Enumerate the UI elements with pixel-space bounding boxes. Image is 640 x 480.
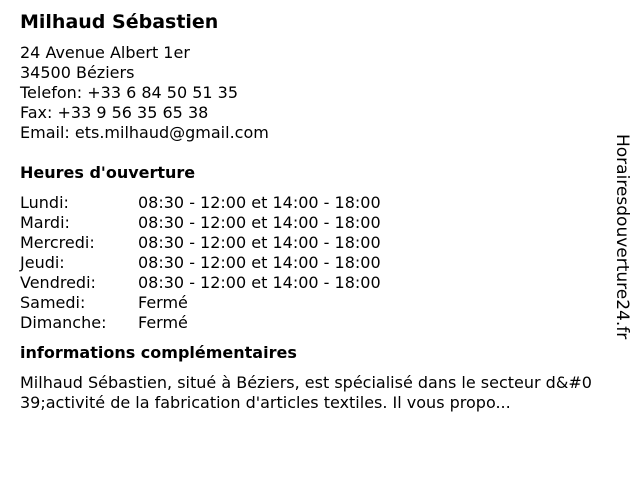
phone-line: Telefon: +33 6 84 50 51 35 — [20, 83, 239, 102]
business-name: Milhaud Sébastien — [20, 11, 219, 33]
opening-hours-heading: Heures d'ouverture — [20, 163, 196, 182]
business-info — [20, 9, 600, 413]
hours-day: Jeudi: — [20, 253, 65, 272]
hours-time: 08:30 - 12:00 et 14:00 - 18:00 — [138, 193, 381, 212]
address-line-2: 34500 Béziers — [20, 63, 135, 82]
hours-row — [20, 233, 600, 253]
hours-row — [20, 293, 600, 313]
site-brand-vertical: Horairesdouverture24.fr — [612, 134, 632, 340]
hours-time: 08:30 - 12:00 et 14:00 - 18:00 — [138, 273, 381, 292]
hours-day: Mercredi: — [20, 233, 95, 252]
opening-hours-table — [20, 193, 600, 333]
additional-info-heading: informations complémentaires — [20, 343, 297, 362]
hours-row — [20, 273, 600, 293]
hours-day: Lundi: — [20, 193, 69, 212]
hours-day: Samedi: — [20, 293, 86, 312]
hours-row — [20, 213, 600, 233]
hours-time: Fermé — [138, 293, 188, 312]
hours-time: 08:30 - 12:00 et 14:00 - 18:00 — [138, 233, 381, 252]
hours-day: Vendredi: — [20, 273, 96, 292]
hours-time: Fermé — [138, 313, 188, 332]
hours-row — [20, 313, 600, 333]
hours-time: 08:30 - 12:00 et 14:00 - 18:00 — [138, 213, 381, 232]
address-line-1: 24 Avenue Albert 1er — [20, 43, 190, 62]
hours-row — [20, 193, 600, 213]
hours-time: 08:30 - 12:00 et 14:00 - 18:00 — [138, 253, 381, 272]
hours-row — [20, 253, 600, 273]
email-line: Email: ets.milhaud@gmail.com — [20, 123, 269, 142]
business-description: Milhaud Sébastien, situé à Béziers, est spécialisé dans le secteur d&#039;activité de la fabrication d'articles textiles. Il vous propo... — [20, 373, 592, 412]
fax-line: Fax: +33 9 56 35 65 38 — [20, 103, 209, 122]
hours-day: Mardi: — [20, 213, 70, 232]
hours-day: Dimanche: — [20, 313, 107, 332]
